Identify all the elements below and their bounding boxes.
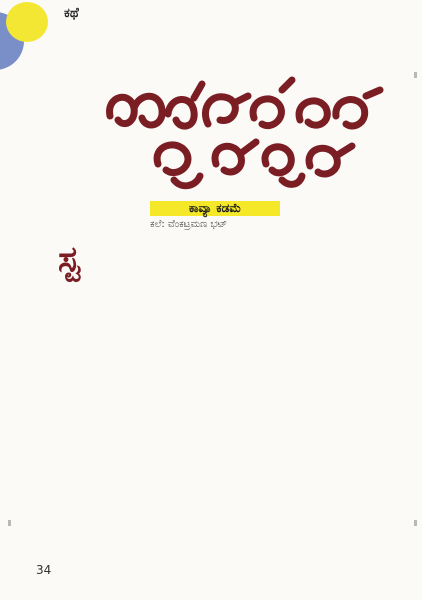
fold-mark (414, 520, 417, 526)
fold-mark (8, 520, 11, 526)
drop-cap: ಸ್ಟ (58, 238, 80, 280)
page-number: 34 (36, 563, 52, 577)
story-title-lettering (96, 68, 396, 200)
fold-mark (414, 72, 417, 78)
story-body (58, 238, 390, 280)
section-label: ಕಥೆ (64, 6, 79, 21)
corner-sun-decoration (6, 2, 48, 42)
illustrator-credit: ಕಲೆ: ವೆಂಕಟ್ರಮಣ ಭಟ್ (150, 219, 228, 230)
author-name: ಕಾವ್ಯಾ ಕಡಮೆ (150, 201, 280, 216)
